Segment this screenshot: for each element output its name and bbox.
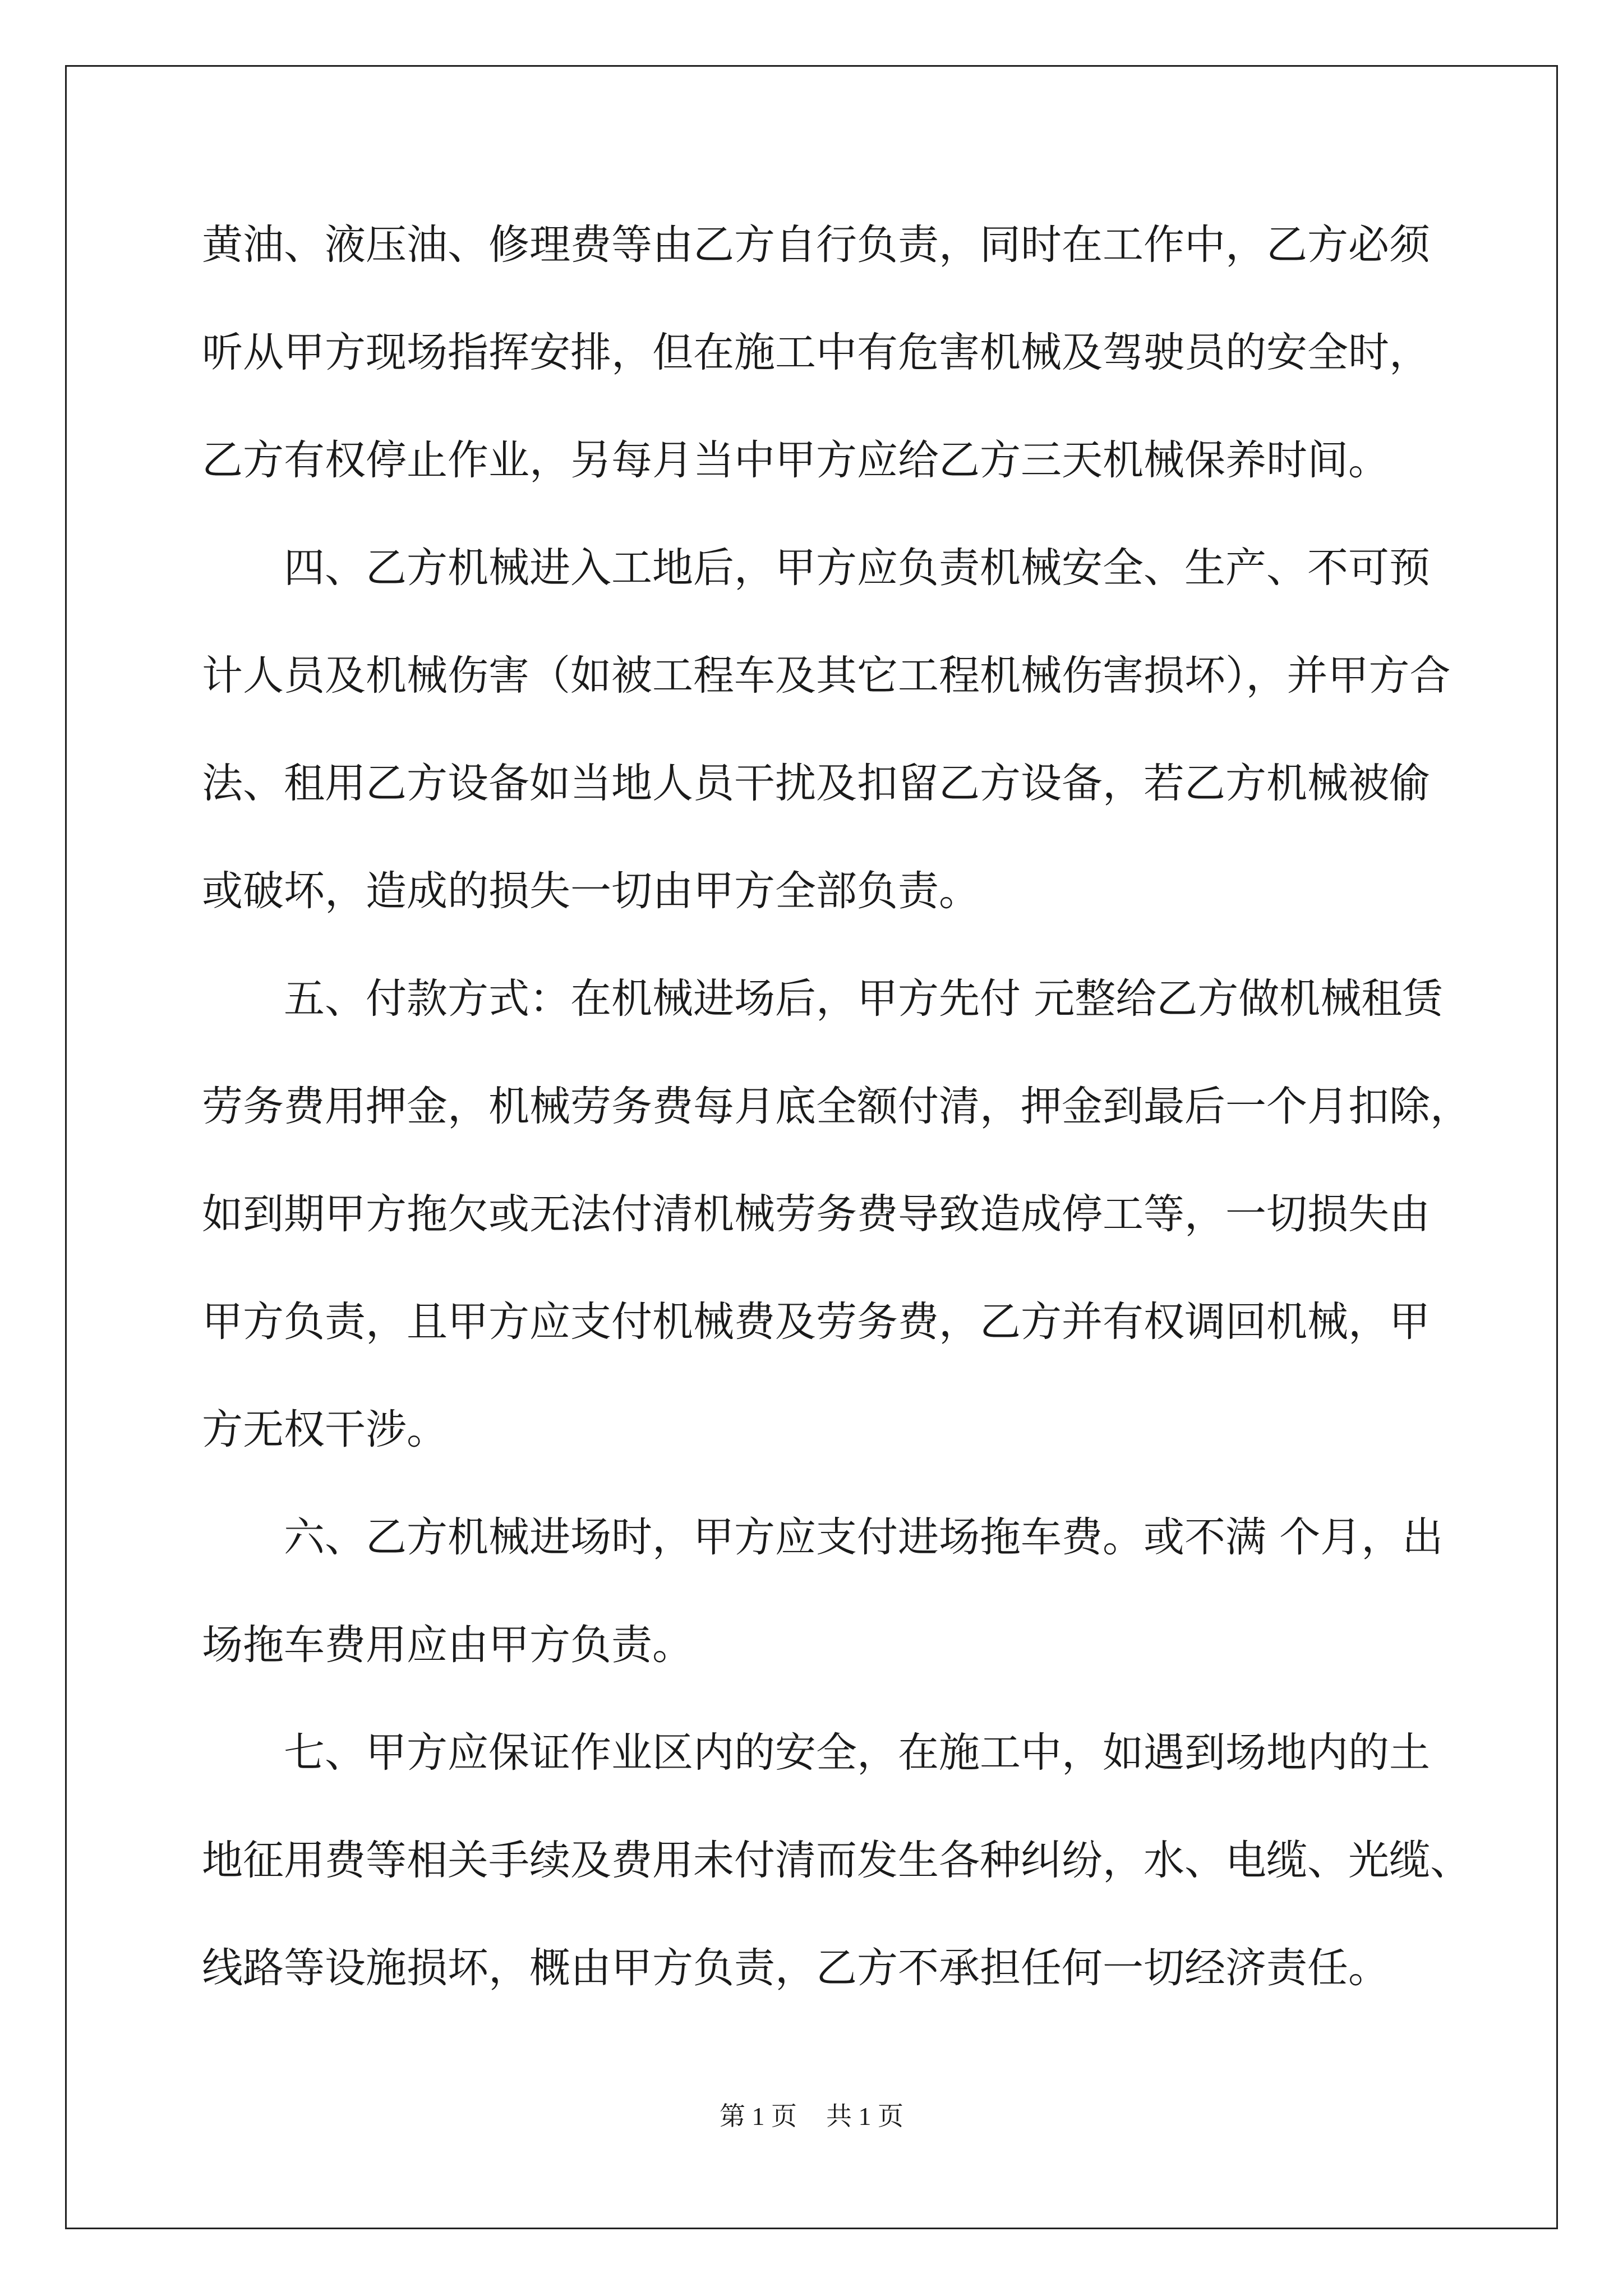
text-line: 场拖车费用应由甲方负责。 <box>202 1621 693 1669</box>
paragraph-start-line: 四、乙方机械进入工地后，甲方应负责机械安全、生产、不可预 <box>284 544 1430 592</box>
text-line: 地征用费等相关手续及费用未付清而发生各种纠纷，水、电缆、光缆、 <box>202 1837 1471 1884</box>
page-border <box>65 65 1558 2229</box>
text-line: 计人员及机械伤害（如被工程车及其它工程机械伤害损坏），并甲方合 <box>202 652 1451 700</box>
text-line: 乙方有权停止作业，另每月当中甲方应给乙方三天机械保养时间。 <box>202 436 1389 484</box>
page-footer <box>0 2101 1623 2132</box>
text-line: 劳务费用押金，机械劳务费每月底全额付清，押金到最后一个月扣除， <box>202 1083 1471 1130</box>
text-line: 如到期甲方拖欠或无法付清机械劳务费导致造成停工等，一切损失由 <box>202 1190 1430 1238</box>
paragraph-start-line: 五、付款方式：在机械进场后，甲方先付 元整给乙方做机械租赁 <box>284 975 1444 1023</box>
text-line: 或破坏，造成的损失一切由甲方全部负责。 <box>202 867 980 915</box>
text-line: 线路等设施损坏，概由甲方负责，乙方不承担任何一切经济责任。 <box>202 1944 1389 1992</box>
page-total: 共 1 页 <box>826 2102 903 2131</box>
text-line: 听从甲方现场指挥安排，但在施工中有危害机械及驾驶员的安全时， <box>202 329 1430 376</box>
text-line: 黄油、液压油、修理费等由乙方自行负责，同时在工作中，乙方必须 <box>202 221 1430 269</box>
paragraph-start-line: 六、乙方机械进场时，甲方应支付进场拖车费。或不满 个月，出 <box>284 1513 1444 1561</box>
page-number: 第 1 页 <box>720 2102 797 2131</box>
text-line: 方无权干涉。 <box>202 1406 448 1453</box>
text-line: 法、租用乙方设备如当地人员干扰及扣留乙方设备，若乙方机械被偷 <box>202 760 1430 807</box>
paragraph-start-line: 七、甲方应保证作业区内的安全，在施工中，如遇到场地内的土 <box>284 1729 1430 1777</box>
text-line: 甲方负责，且甲方应支付机械费及劳务费，乙方并有权调回机械，甲 <box>202 1298 1430 1346</box>
